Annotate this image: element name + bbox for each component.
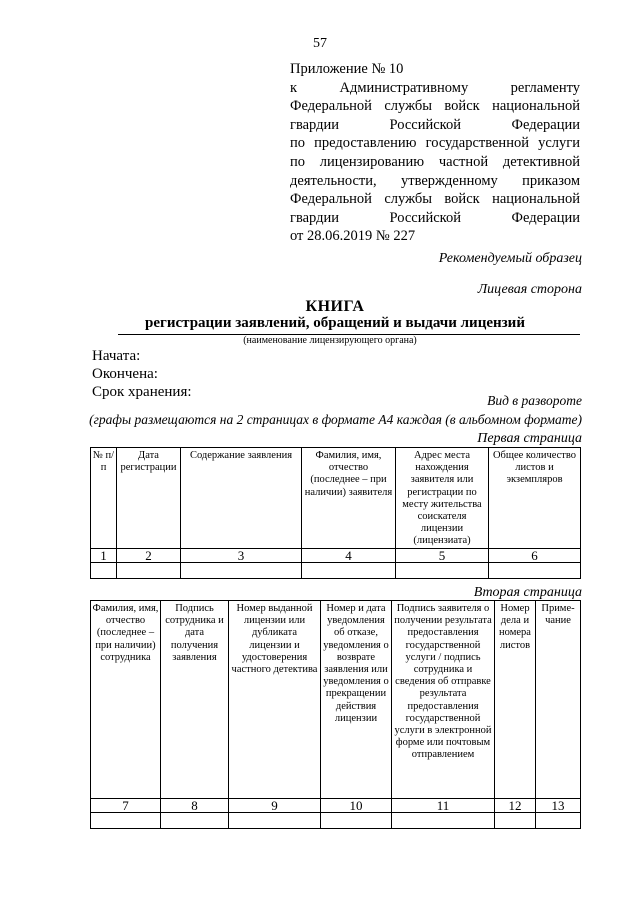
- empty-cell: [181, 563, 302, 579]
- empty-cell: [392, 813, 495, 829]
- column-header: Общее количество листов и экземпляров: [489, 448, 581, 549]
- column-header: Номер выданной лицензии или дубликата лицензии и удостоверения частного детектива: [229, 601, 321, 799]
- empty-cell: [91, 563, 117, 579]
- column-number: 13: [536, 799, 581, 813]
- column-header: № п/п: [91, 448, 117, 549]
- column-header: Номер дела и номера листов: [495, 601, 536, 799]
- column-number: 6: [489, 549, 581, 563]
- second-page-label: Вторая страница: [473, 585, 582, 600]
- empty-entry-row: [91, 813, 581, 829]
- column-number: 1: [91, 549, 117, 563]
- empty-cell: [91, 813, 161, 829]
- appendix-approval-block: [290, 60, 580, 246]
- column-header: Фамилия, имя, отчество (последнее – при наличии) заявителя: [302, 448, 396, 549]
- appendix-line: гвардии Российской Федерации: [290, 116, 580, 133]
- empty-cell: [321, 813, 392, 829]
- column-header: Адрес места нахождения заявителя или регистрации по месту жительства соискателя лицензии (лицензиата): [396, 448, 489, 549]
- empty-entry-row: [91, 563, 581, 579]
- appendix-line: по лицензированию частной детективной: [290, 153, 580, 170]
- appendix-line: по предоставлению государственной услуги: [290, 135, 580, 152]
- column-number: 3: [181, 549, 302, 563]
- column-number-row: [91, 799, 581, 813]
- column-number: 9: [229, 799, 321, 813]
- page-number: 57: [313, 36, 327, 51]
- document-subtitle: регистрации заявлений, обращений и выдачи лицензий: [145, 315, 525, 331]
- field-finished: Окончена:: [92, 366, 158, 382]
- appendix-line: гвардии Российской Федерации: [290, 209, 580, 226]
- table-header-row: [91, 448, 581, 549]
- empty-cell: [495, 813, 536, 829]
- column-number: 11: [392, 799, 495, 813]
- column-number: 4: [302, 549, 396, 563]
- empty-cell: [229, 813, 321, 829]
- appendix-line: Федеральной службы войск национальной: [290, 191, 580, 208]
- appendix-line: Приложение № 10: [290, 61, 404, 77]
- register-table-second-page: [90, 600, 581, 829]
- front-side-label: Лицевая сторона: [477, 282, 582, 297]
- spread-view-label: Вид в развороте: [487, 393, 582, 408]
- field-storage-period: Срок хранения:: [92, 384, 192, 400]
- appendix-line: к Административному регламенту: [290, 79, 580, 96]
- empty-cell: [117, 563, 181, 579]
- column-header: Фамилия, имя, отчество (последнее – при наличии) сотрудника: [91, 601, 161, 799]
- column-number: 5: [396, 549, 489, 563]
- table-header-row: [91, 601, 581, 799]
- column-header: Содержание заявления: [181, 448, 302, 549]
- column-header: Номер и дата уведомления об отказе, уведомления о возврате заявления или уведомления о прекращении действия лицензии: [321, 601, 392, 799]
- empty-cell: [396, 563, 489, 579]
- appendix-line: Федеральной службы войск национальной: [290, 98, 580, 115]
- field-started: Начата:: [92, 348, 141, 364]
- appendix-line: деятельности, утвержденному приказом: [290, 172, 580, 189]
- document-title: КНИГА: [305, 298, 365, 315]
- appendix-line: от 28.06.2019 № 227: [290, 228, 416, 245]
- column-number: 10: [321, 799, 392, 813]
- column-header: Приме-чание: [536, 601, 581, 799]
- column-header: Подпись заявителя о получении результата предоставления государственной услуги / подпись сотрудника и сведения об отправке результата предоставления государственной услуги в электронной форме или почтовым отправлением: [392, 601, 495, 799]
- empty-cell: [489, 563, 581, 579]
- column-number: 2: [117, 549, 181, 563]
- column-number: 8: [161, 799, 229, 813]
- org-name-caption: (наименование лицензирующего органа): [243, 335, 417, 346]
- empty-cell: [302, 563, 396, 579]
- column-header: Подпись сотрудника и дата получения заявления: [161, 601, 229, 799]
- column-number: 12: [495, 799, 536, 813]
- empty-cell: [536, 813, 581, 829]
- first-page-label: Первая страница: [477, 431, 582, 446]
- register-table-first-page: [90, 447, 581, 579]
- empty-cell: [161, 813, 229, 829]
- column-number: 7: [91, 799, 161, 813]
- spread-format-note: (графы размещаются на 2 страницах в формате А4 каждая (в альбомном формате): [89, 412, 582, 427]
- column-number-row: [91, 549, 581, 563]
- column-header: Дата регистрации: [117, 448, 181, 549]
- recommended-sample-label: Рекомендуемый образец: [438, 251, 582, 266]
